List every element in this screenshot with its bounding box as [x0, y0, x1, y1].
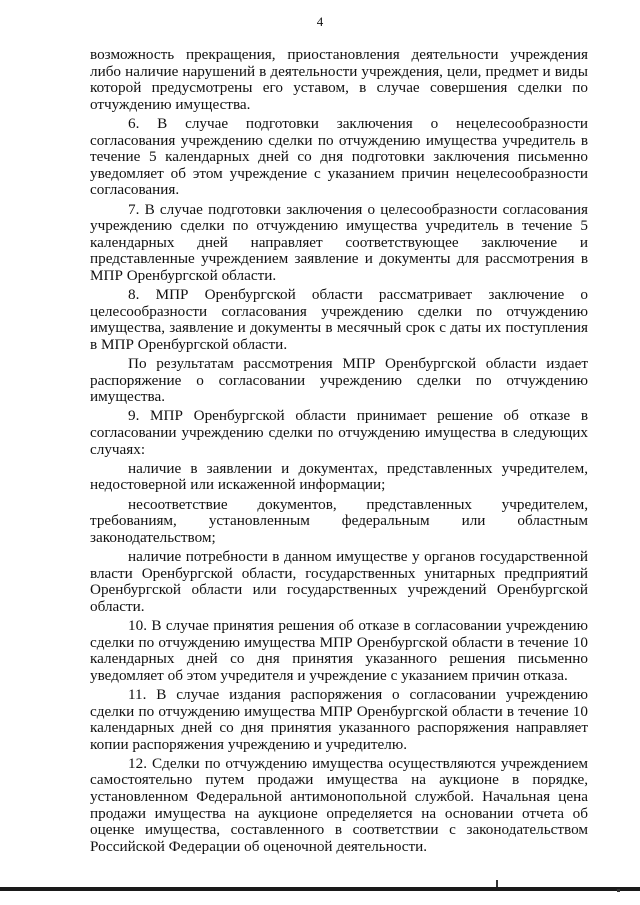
page-number: 4 [316, 14, 324, 29]
paragraph-review-result: По результатам рассмотрения МПР Оренбургской области издает распоряжение о согласовании учреждению сделки по отчуждению имущества. [90, 355, 588, 406]
paragraph-refusal-case-2: несоответствие документов, представленных учредителем, требованиям, установленным федеральным или областным законодательством; [90, 495, 588, 546]
scan-bottom-edge [0, 887, 640, 891]
paragraph-item-6: 6. В случае подготовки заключения о нецелесообразности согласования учреждению сделки по отчуждению имущества учредитель в течение 5 календарных дней со дня подготовки заключения письменно уведомляет об этом учреждение с указанием причин нецелесообразности согласования. [90, 114, 588, 199]
paragraph-item-12: 12. Сделки по отчуждению имущества осуществляются учреждением самостоятельно путем продажи имущества на аукционе в порядке, установленном Федеральной антимонопольной службой. Начальная цена продажи имущества на аукционе определяется на основании отчета об оценке имущества, составленного в соответствии с законодательством Российской Федерации об оценочной деятельности. [90, 754, 588, 855]
paragraph-item-11: 11. В случае издания распоряжения о согласовании учреждению сделки по отчуждению имущества МПР Оренбургской области в течение 10 календарных дней со дня принятия указанного распоряжения направляет копии распоряжения учреждению и учредителю. [90, 685, 588, 753]
paragraph-refusal-case-1: наличие в заявлении и документах, представленных учредителем, недостоверной или искаженной информации; [90, 459, 588, 494]
paragraph-item-9: 9. МПР Оренбургской области принимает решение об отказе в согласовании учреждению сделки по отчуждению имущества в следующих случаях: [90, 407, 588, 458]
paragraph-item-10: 10. В случае принятия решения об отказе в согласовании учреждению сделки по отчуждению имущества МПР Оренбургской области в течение 10 календарных дней со дня принятия указанного решения письменно уведомляет об этом учредителя и учреждение с указанием причин отказа. [90, 616, 588, 684]
paragraph-continuation: возможность прекращения, приостановления деятельности учреждения либо наличие нарушений в деятельности учреждения, цели, предмет и виды которой предусмотрены его уставом, в случае совершения сделки по отчуждению имущества. [90, 46, 588, 113]
paragraph-refusal-case-3: наличие потребности в данном имуществе у органов государственной власти Оренбургской области, государственных унитарных предприятий Оренбургской области или государственных учреждений Оренбургской области. [90, 547, 588, 615]
paragraph-item-8: 8. МПР Оренбургской области рассматривает заключение о целесообразности согласования учреждению сделки по отчуждению имущества, заявление и документы в месячный срок с даты их поступления в МПР Оренбургской области. [90, 286, 588, 353]
document-body [90, 47, 588, 858]
paragraph-item-7: 7. В случае подготовки заключения о целесообразности согласования учреждению сделки по отчуждению имущества учредитель в течение 5 календарных дней направляет соответствующее заключение и представленные учреждением заявление и документы для рассмотрения в МПР Оренбургской области. [90, 200, 588, 284]
